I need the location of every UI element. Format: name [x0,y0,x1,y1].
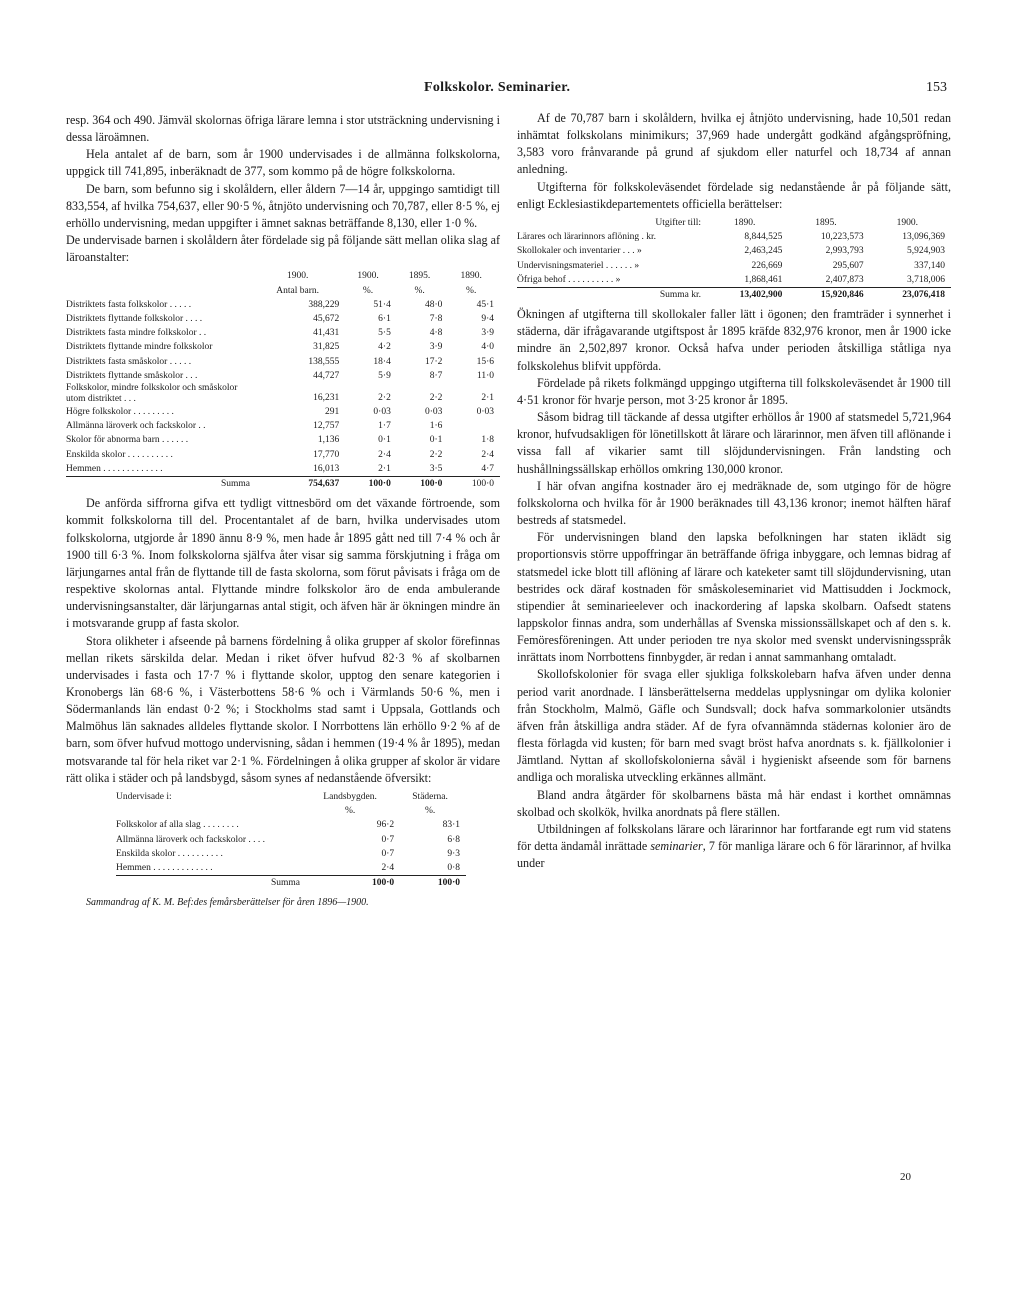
right-column [517,110,951,872]
cell: 3·9 [429,342,443,353]
table-row [517,273,951,288]
row-label: Distriktets flyttande småskolor . . . [66,370,198,381]
column-header: 1900. [286,271,309,282]
row-label: Hemmen . . . . . . . . . . . . . [66,463,163,474]
paragraph: För undervisningen bland den lapska befolkningen har staten iklädt sig proportionsvis större uppoffringar än beträffande öfriga inbyggare, och lemnas bidrag af statsmedel icke blott till aflöning af lärare och kateketer samt till slöjdundervisning, utan bestrides ock däraf kostnaden för småskoleseminariet vid Mattisudden i Jockmock, stipendier åt seminarieelever och inackordering af lapska skolbarn. Oafsedt statens lappskolor finnas andra, som underhållas af Svenska missionssällskapet och af den s. k. Femöresföreningen. Att under perioden tre nya skolor med svenskt undervisningsspråk inrättats inom Norrbottens finnbygder, är redan i annat sammanhang omtaladt. [517,530,951,665]
cell: 0·7 [381,834,395,845]
cell: 16,231 [313,392,340,403]
row-label: Allmänna läroverk och fackskolor . . . . [116,834,266,845]
cell: 2,993,793 [825,246,864,257]
text-run: , 7 för manliga lärare och 6 för lärarinnor, af hvilka under [517,839,951,871]
cell: 388,229 [308,299,340,310]
paragraph: Af de 70,787 barn i skolåldern, hvilka ej åtnjöto undervisning, hade 10,501 redan inhämtat folkskolans minimikurs; 37,969 hade undergått godkänd afgångspröfning, 3,583 voro frånvarande på grund af sjukdom eller naturfel och 18,734 af annan anledning. [517,111,951,177]
cell: 337,140 [914,260,945,271]
cell: 45,672 [313,314,340,325]
cell: 9·4 [481,314,494,325]
cell: 7·8 [429,314,443,325]
paragraph: I här ofvan angifna kostnader äro ej medräknade de, som utgingo för de högre folkskolorna och hvilka för år 1900 beräknades till 43,136 kronor; inemot hälften häraf bestreds af statsmedel. [517,478,951,528]
column-header: 1900. [896,217,919,228]
cell: 15,920,846 [788,287,869,302]
cell: 2·2 [429,449,443,460]
italic-term: seminarier [650,839,703,853]
table-header-row [66,284,500,298]
column-header: Landsbygden. [323,791,377,802]
cell: 3·9 [481,328,494,339]
table-row [66,312,500,326]
paragraph: Bland andra åtgärder för skolbarnens bästa må här endast i korthet omnämnas skolbad och skolkök, hvilka anordnats på flere ställen. [517,787,951,819]
cell: 0·03 [424,407,443,418]
cell: 2,463,245 [744,246,783,257]
row-label: Lärares och lärarinnors aflöning . kr. [517,232,657,243]
table-row [116,818,466,832]
cell: 2·1 [378,463,391,474]
paragraph: resp. 364 och 490. Jämväl skolornas öfriga lärare lemna i stor utsträckning undervisning i dessa läroämnen. [66,113,500,145]
cell: 51·4 [373,299,391,310]
table-row [116,847,466,861]
paragraph: Ökningen af utgifterna till skollokaler faller lätt i ögonen; den framträder i synnerhet i städerna, där ifrågavarande utgiftspost år 1895 kräfde 832,976 kronor, men år 1900 icke mindre än 2,502,897 kronor. Också hafva under perioden åtskilliga ståtliga nya folkskolehus blifvit uppförda. [517,307,951,373]
paragraph: Utgifterna för folkskoleväsendet fördelade sig nedanstående år på följande sätt, enligt Ecklesiastikdepartementets officiella berättelser: [517,179,951,211]
cell: 291 [325,407,340,418]
row-label: Skolor för abnorma barn . . . . . . [66,435,189,446]
row-label: Distriktets flyttande mindre folkskolor [66,342,213,353]
column-header: Undervisade i: [116,791,172,802]
row-label: Skollokaler och inventarier . . . » [517,246,642,257]
cell: 0·03 [373,407,391,418]
column-header: 1890. [733,217,756,228]
column-header: %. [414,285,425,296]
table-row [517,244,951,258]
text-run: Utbildningen af folkskolans lärare och lärarinnor har fortfarande egt rum vid statens för detta ändamål inrättade [517,821,951,853]
row-label: Högre folkskolor . . . . . . . . . [66,407,174,418]
cell: 138,555 [308,356,340,367]
column-header: %. [424,806,436,817]
table-row [116,861,466,876]
cell: 100·0 [400,876,466,891]
cell: 2,407,873 [825,274,864,285]
cell: 1,868,461 [744,274,783,285]
running-head: Folkskolor. Seminarier. [424,80,571,95]
row-label: Allmänna läroverk och fackskolor . . [66,421,206,432]
cell: 0·1 [378,435,391,446]
table-sum-row [116,876,466,891]
cell: 4·2 [378,342,391,353]
column-header: Städerna. [412,791,448,802]
cell: 3,718,006 [907,274,945,285]
cell: 2·4 [381,862,395,873]
cell: 754,637 [256,477,345,492]
paragraph: Skollofskolonier för svaga eller sjukliga folkskolebarn hafva äfven under denna period varit anordnade. I länsberättelserna meddelas upplysningar om dylika kolonier från Stockholm, Malmö, Gäfle och Sundsvall; dock hafva sommarkolonier utsändts äfven från åtskilliga andra städer. Af de fyra ofvannämnda städernas kolonier äro de flesta förlagda vid kusten; för barn med svagt bröst hafva anordnats s. k. fjällkolonier i Jämtland. Nyttan af skollofskolonierna såväl i hygieniskt afseende som för barnens andliga och moraliska utveckling erkännes allmänt. [517,667,951,785]
cell: 100·0 [306,876,400,891]
row-label: Folkskolor af alla slag . . . . . . . . [116,820,239,831]
cell: 0·1 [429,435,443,446]
cell: 11·0 [476,370,494,381]
table-row [66,340,500,354]
paragraph: De barn, som befunno sig i skolåldern, eller åldern 7—14 år, uppgingo samtidigt till 833,554, af hvilka 754,637, eller 90·5 %, åtnjöto undervisning och 70,787, eller 8·5 %, ej erhöllo undervisning, medan uppgifter i ämnet saknas beträffande 8,130, eller 1·0 %. [66,181,500,230]
cell: 5·5 [378,328,391,339]
table-row [116,833,466,847]
cell: 0·8 [447,862,460,873]
cell: 44,727 [313,370,340,381]
paragraph: De undervisade barnen i skolåldern åter fördelade sig på följande sätt mellan olika slag af läroanstalter: [66,233,500,265]
paragraph: Hela antalet af de barn, som år 1900 undervisades i de allmänna folkskolorna, uppgick till 741,895, inberäknadt de 377, som kommo på de högre folkskolorna. [66,147,500,179]
sum-label: Summa [66,477,256,492]
table-row [66,355,500,369]
cell: 16,013 [313,463,340,474]
cell: 13,096,369 [902,232,945,243]
cell [448,419,500,433]
cell: 1·6 [429,421,443,432]
table-row [66,326,500,340]
table-header-row [66,269,500,283]
row-label: Folkskolor, mindre folkskolor och småskolor utom distriktet . . . [66,383,238,405]
row-label: Distriktets fasta småskolor . . . . . [66,356,192,367]
cell: 5·9 [378,370,391,381]
left-column [66,112,500,911]
cell: 23,076,418 [870,287,951,302]
cell: 96·2 [376,820,395,831]
table-row [66,462,500,477]
cell: 2·4 [378,449,391,460]
column-header: 1895. [815,217,837,228]
column-header: 1895. [408,271,431,282]
row-label: Enskilda skolor . . . . . . . . . . [116,848,223,859]
cell: 17,770 [313,449,340,460]
footnote: Sammandrag af K. M. Bef:des femårsberättelser för åren 1896—1900. [86,897,369,909]
table-row [66,298,500,312]
cell: 6·1 [378,314,391,325]
table-row [517,230,951,244]
cell: 8,844,525 [744,232,783,243]
sum-label: Summa [116,876,306,891]
cell: 0·03 [476,407,494,418]
cell: 3·5 [429,463,443,474]
paragraph [517,821,951,872]
cell: 31,825 [313,342,340,353]
cell: 6·8 [447,834,460,845]
cell: 1,136 [317,435,340,446]
row-label: Hemmen . . . . . . . . . . . . . [116,862,213,873]
table-row [66,419,500,433]
cell: 100·0 [345,477,397,492]
table-header-row [116,790,466,804]
row-label: Enskilda skolor . . . . . . . . . . [66,449,173,460]
table-row [517,259,951,273]
table-sum-row [517,287,951,302]
column-header: 1900. [357,271,379,282]
row-label: Distriktets fasta folkskolor . . . . . [66,299,192,310]
paragraph: De anförda siffrorna gifva ett tydligt vittnesbörd om det växande förtroende, som kommit folkskolorna till del. Procentantalet af de barn, hvilka undervisades utom folkskolorna, utgjorde år 1890 ännu 8·9 %, men hade år 1895 gått ned till 7·4 % och år 1900 till 6·3 %. Inom folkskolorna själfva åter visar sig samma förskjutning i fråga om lärjungarnes antal från de flyttande till de fasta skolorna, som förut påvisats i fråga om de respektive skolornas antal. Flyttande mindre folkskolor äro de enda ambulerande undervisningsanstalter, där lärjungarnas antal stigit, och äfven här är ökningen mindre än i motsvarande grupp af fasta skolor. [66,496,500,631]
column-header: 1890. [460,271,482,282]
page-number: 153 [926,80,947,95]
cell: 4·7 [481,463,494,474]
table-row [66,369,500,383]
table-row [66,433,500,447]
cell: 100·0 [448,477,500,492]
cell: 2·4 [481,449,494,460]
cell: 5,924,903 [907,246,945,257]
cell: 100·0 [397,477,449,492]
sum-label: Summa kr. [517,287,707,302]
column-header: %. [362,285,374,296]
expenditure-table [517,216,951,302]
cell: 9·3 [447,848,460,859]
cell: 48·0 [424,299,443,310]
column-header: %. [344,806,356,817]
paragraph: Såsom bidrag till täckande af dessa utgifter erhöllos år 1900 af statsmedel 5,721,964 kronor, hufvudsakligen för lönetillskott åt lärare och lärarinnor, men äfven till aflönande i vissa fall af vikarier samt till slöjdundervisningen. Från landsting och hushållningssällskap erhöllos omkring 130,000 kronor. [517,410,951,476]
cell: 10,223,573 [820,232,864,243]
cell: 15·6 [476,356,494,367]
cell: 226,669 [751,260,783,271]
cell: 2·1 [481,392,494,403]
cell: 83·1 [442,820,460,831]
paragraph: Fördelade på rikets folkmängd uppgingo utgifterna till folkskoleväsendet år 1900 till 4·51 kronor för hvarje person, mot 3·25 kronor år 1895. [517,375,951,407]
column-header: Utgifter till: [655,217,701,228]
cell: 18·4 [373,356,391,367]
cell: 45·1 [476,299,494,310]
school-type-table [66,269,500,491]
table-row [66,405,500,419]
column-header: Antal barn. [276,285,319,296]
signature-mark: 20 [900,1171,911,1183]
column-header: %. [466,285,477,296]
cell: 8·7 [429,370,443,381]
table-row [66,448,500,462]
cell: 41,431 [313,328,340,339]
cell: 13,402,900 [707,287,788,302]
cell: 0·7 [381,848,395,859]
table-header-row [517,216,951,230]
paragraph: Stora olikheter i afseende på barnens fördelning å olika grupper af skolor förefinnas mellan rikets särskilda delar. Medan i riket öfver hufvud 82·3 % af skolbarnen undervisades i fasta och 17·7 % i flyttande skolor, upptog den senare kategorien i Kronobergs län 68·6 %, i Västerbottens 58·6 % och i Värmlands 50·6 %, men i Södermanlands län endast 0·2 %; i Stockholms stad samt i Uppsala, Gottlands och Malmöhus län saknades alldeles flyttande skolor. I Norrbottens län erhöllo 9·2 % af de barn, som öfver hufvud mottogo undervisning, sådan i hemmen (19·4 % år 1895), medan motsvarande tal för hela riket var 2·1 %. Fördelningen å olika grupper af skolor är vidare rätt olika i städer och på landsbygd, såsom synes af nedanstående öfversikt: [66,633,500,785]
cell: 2·2 [429,392,443,403]
table-row [66,383,500,405]
cell: 4·0 [481,342,494,353]
row-label: Distriktets flyttande folkskolor . . . . [66,314,203,325]
cell: 17·2 [424,356,443,367]
cell: 12,757 [313,421,340,432]
row-label: Undervisningsmateriel . . . . . . » [517,260,640,271]
urban-rural-table [116,790,466,890]
table-sum-row [66,477,500,492]
cell: 2·2 [378,392,391,403]
cell: 4·8 [429,328,443,339]
cell: 1·8 [481,435,494,446]
row-label: Öfriga behof . . . . . . . . . . » [517,274,621,285]
cell: 1·7 [378,421,391,432]
table-header-row [116,804,466,818]
row-label: Distriktets fasta mindre folkskolor . . [66,328,207,339]
cell: 295,607 [832,260,864,271]
